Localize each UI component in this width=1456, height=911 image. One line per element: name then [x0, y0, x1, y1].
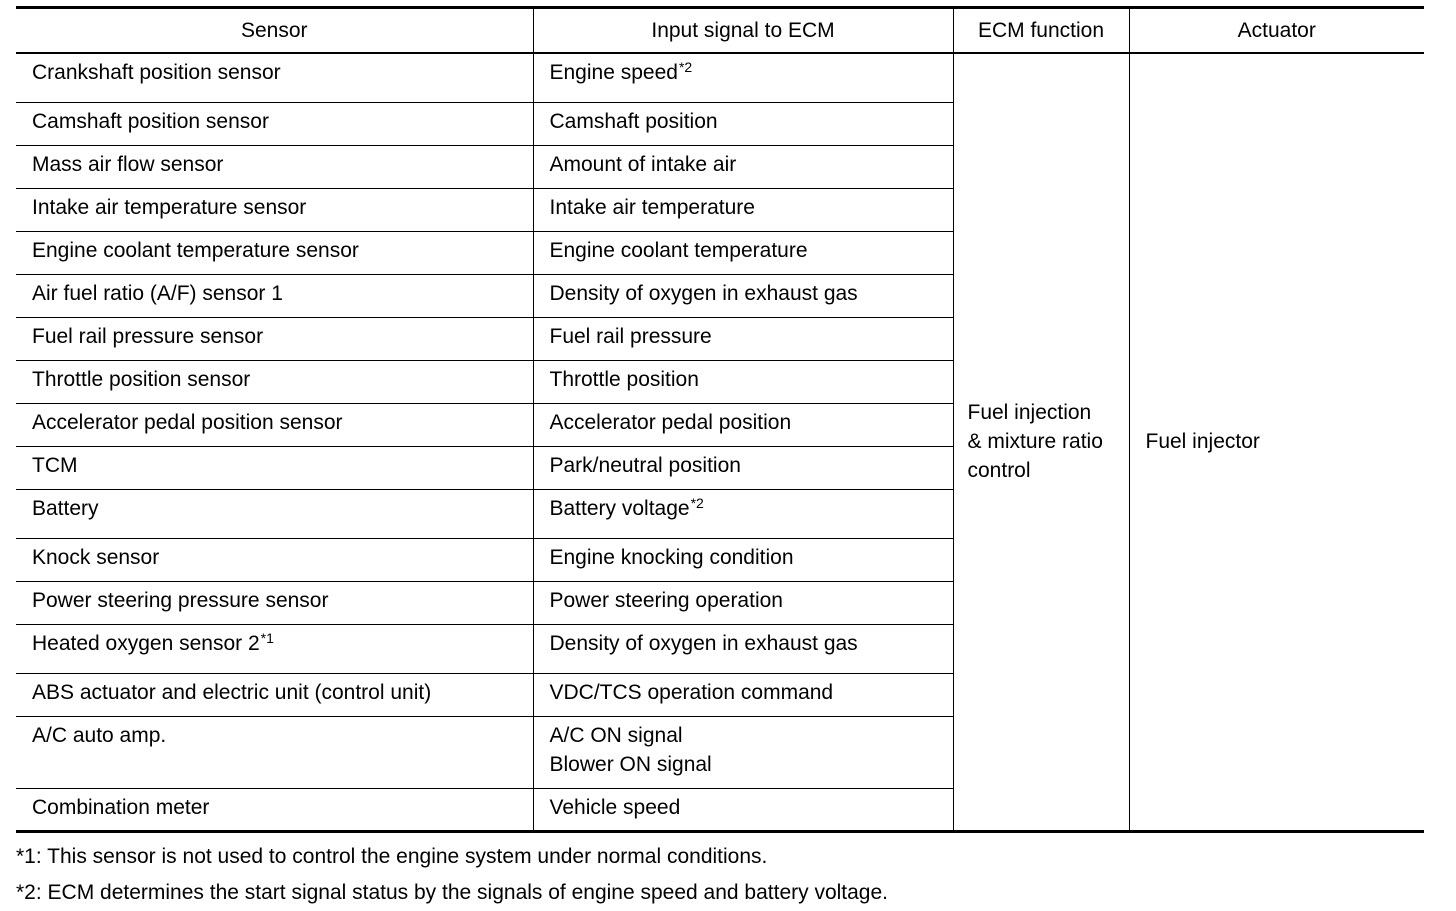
- input-signal-text: Vehicle speed: [549, 795, 681, 819]
- input-signal-line: [550, 193, 939, 222]
- input-signal-line: [550, 543, 939, 572]
- input-signal-line: [550, 494, 939, 523]
- input-signal-cell: [533, 274, 953, 317]
- input-signal-cell: [533, 403, 953, 446]
- actuator-name: Fuel injector: [1145, 430, 1260, 454]
- sensor-cell: [16, 274, 533, 317]
- input-signal-cell: [533, 581, 953, 624]
- document: [16, 6, 1424, 911]
- input-signal-text: Accelerator pedal position: [549, 410, 792, 434]
- sensor-cell: [16, 624, 533, 673]
- sensor-cell: [16, 538, 533, 581]
- header-input-signal: Input signal to ECM: [533, 8, 953, 54]
- input-signal-text: Density of oxygen in exhaust gas: [549, 631, 858, 655]
- sensor-cell: [16, 145, 533, 188]
- input-signal-line: [550, 150, 939, 179]
- input-signal-text: Engine speed: [549, 61, 678, 84]
- input-signal-line: [550, 322, 939, 351]
- sensor-cell: [16, 188, 533, 231]
- input-signal-cell: [533, 624, 953, 673]
- input-signal-line: [550, 586, 939, 615]
- ecm-function-line: control: [967, 459, 1031, 483]
- input-signal-text: Engine knocking condition: [549, 545, 794, 569]
- sensor-name: ABS actuator and electric unit (control unit): [32, 680, 432, 704]
- input-signal-line: [550, 629, 939, 658]
- sensor-name: Throttle position sensor: [32, 367, 251, 391]
- input-signal-line: [550, 279, 939, 308]
- sensor-cell: [16, 716, 533, 788]
- sensor-name: Crankshaft position sensor: [32, 61, 281, 84]
- input-signal-cell: [533, 145, 953, 188]
- signal-footnote-mark: *2: [678, 59, 693, 75]
- input-signal-line: [550, 678, 939, 707]
- sensor-cell: [16, 673, 533, 716]
- input-signal-cell: [533, 716, 953, 788]
- sensor-cell: [16, 403, 533, 446]
- sensor-name: Accelerator pedal position sensor: [32, 410, 343, 434]
- input-signal-cell: [533, 446, 953, 489]
- footnotes: [16, 839, 1424, 911]
- input-signal-text: Throttle position: [549, 367, 699, 391]
- sensor-name: Power steering pressure sensor: [32, 588, 329, 612]
- table-header-row: [16, 8, 1424, 54]
- sensor-cell: [16, 231, 533, 274]
- sensor-name: Battery: [32, 496, 99, 520]
- sensor-name: Engine coolant temperature sensor: [32, 238, 359, 262]
- input-signal-cell: [533, 317, 953, 360]
- ecm-function-line: & mixture ratio: [967, 430, 1103, 454]
- input-signal-text: Fuel rail pressure: [549, 324, 712, 348]
- input-signal-line: [550, 451, 939, 480]
- input-signal-text: Battery voltage: [549, 496, 690, 520]
- sensor-name: Mass air flow sensor: [32, 152, 224, 176]
- sensor-cell: [16, 788, 533, 831]
- ecm-function-cell: [953, 53, 1129, 831]
- input-signal-text: Power steering operation: [549, 588, 783, 612]
- footnote-2: *2: ECM determines the start signal status by the signals of engine speed and battery voltage.: [16, 880, 889, 904]
- ecm-spec-table: [16, 6, 1424, 833]
- sensor-footnote-mark: *1: [260, 629, 274, 646]
- input-signal-line: [550, 750, 939, 779]
- signal-footnote-mark: *2: [690, 494, 704, 511]
- input-signal-cell: [533, 53, 953, 102]
- input-signal-line: [550, 793, 939, 822]
- input-signal-cell: [533, 673, 953, 716]
- sensor-name: Intake air temperature sensor: [32, 195, 307, 219]
- sensor-name: Camshaft position sensor: [32, 109, 269, 133]
- sensor-cell: [16, 581, 533, 624]
- input-signal-cell: [533, 538, 953, 581]
- sensor-cell: [16, 53, 533, 102]
- sensor-name: TCM: [32, 453, 78, 477]
- input-signal-cell: [533, 489, 953, 538]
- sensor-cell: [16, 102, 533, 145]
- table-row: [16, 53, 1424, 102]
- header-ecm-function: ECM function: [953, 8, 1129, 54]
- input-signal-text: Amount of intake air: [549, 152, 737, 176]
- input-signal-cell: [533, 231, 953, 274]
- input-signal-line: [550, 721, 939, 750]
- input-signal-text: Blower ON signal: [549, 752, 712, 776]
- input-signal-text: Park/neutral position: [549, 453, 741, 477]
- sensor-name: Air fuel ratio (A/F) sensor 1: [32, 281, 283, 305]
- sensor-name: Heated oxygen sensor 2: [32, 631, 260, 655]
- ecm-function-line: Fuel injection: [967, 401, 1092, 425]
- header-actuator: Actuator: [1129, 8, 1424, 54]
- input-signal-text: VDC/TCS operation command: [549, 680, 834, 704]
- sensor-name: A/C auto amp.: [32, 723, 167, 747]
- input-signal-line: [550, 236, 939, 265]
- table-body: [16, 53, 1424, 831]
- input-signal-text: A/C ON signal: [549, 723, 683, 747]
- actuator-cell: [1129, 53, 1424, 831]
- sensor-cell: [16, 360, 533, 403]
- sensor-cell: [16, 489, 533, 538]
- footnote-1: *1: This sensor is not used to control the engine system under normal conditions.: [16, 844, 768, 868]
- input-signal-text: Intake air temperature: [549, 195, 755, 219]
- sensor-name: Fuel rail pressure sensor: [32, 324, 264, 348]
- input-signal-cell: [533, 188, 953, 231]
- header-sensor: Sensor: [16, 8, 533, 54]
- input-signal-text: Camshaft position: [549, 109, 718, 133]
- sensor-cell: [16, 446, 533, 489]
- input-signal-cell: [533, 788, 953, 831]
- sensor-name: Combination meter: [32, 795, 210, 819]
- input-signal-line: [550, 365, 939, 394]
- input-signal-line: [550, 58, 939, 87]
- input-signal-cell: [533, 360, 953, 403]
- input-signal-cell: [533, 102, 953, 145]
- input-signal-line: [550, 107, 939, 136]
- input-signal-text: Engine coolant temperature: [549, 238, 808, 262]
- sensor-cell: [16, 317, 533, 360]
- sensor-name: Knock sensor: [32, 545, 160, 569]
- input-signal-line: [550, 408, 939, 437]
- input-signal-text: Density of oxygen in exhaust gas: [549, 281, 858, 305]
